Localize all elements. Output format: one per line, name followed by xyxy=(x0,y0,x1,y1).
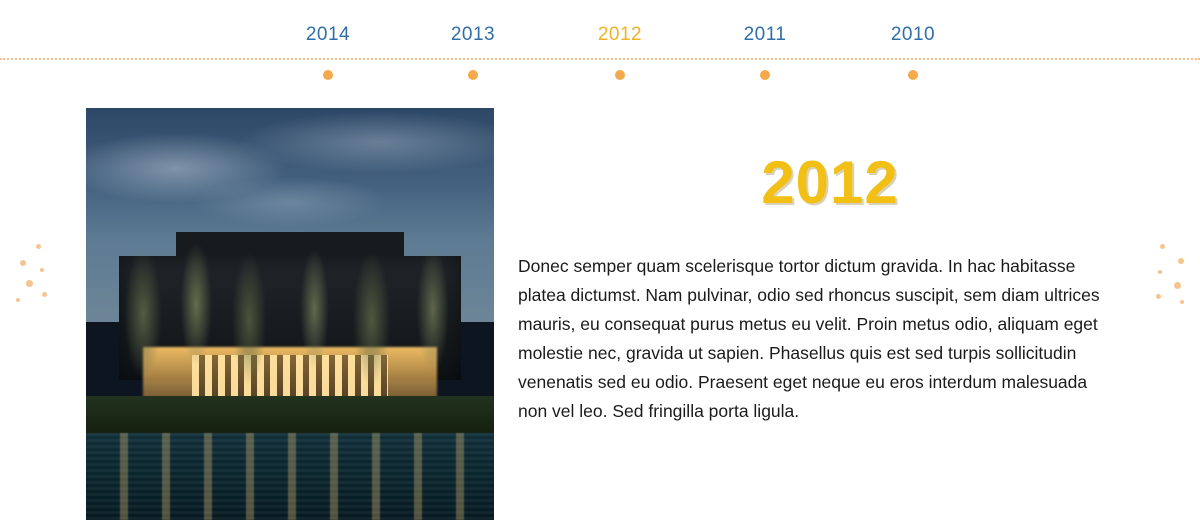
timeline-dot-2012[interactable] xyxy=(615,70,625,80)
timeline-dot-2010[interactable] xyxy=(908,70,918,80)
resort-photo xyxy=(86,108,494,520)
timeline-dotted-rule xyxy=(0,58,1200,60)
timeline-year-labels[interactable] xyxy=(0,24,1200,52)
slide-body-text: Donec semper quam scelerisque tortor dictum gravida. In hac habitasse platea dictumst. Nam pulvinar, odio sed rhoncus suscipit, sem diam ultrices mauris, eu consequat purus metus eu velit. Proin metus odio, aliquam eget molestie nec, gravida ut sapien. Phasellus quis est sed turpis sollicitudin venenatis sed eu odio. Praesent eget neque eu eros interdum malesuada non vel leo. Sed fringilla porta ligula. xyxy=(518,256,1100,421)
timeline-dot-2013[interactable] xyxy=(468,70,478,80)
timeline-year-2014[interactable]: 2014 xyxy=(305,24,351,45)
timeline-year-2012[interactable]: 2012 xyxy=(597,24,643,45)
timeline-dot-2014[interactable] xyxy=(323,70,333,80)
photo-hedge xyxy=(86,396,494,433)
slide-year-heading: 2012 xyxy=(761,149,899,216)
slide-content xyxy=(0,90,1200,520)
timeline-dot-2011[interactable] xyxy=(760,70,770,80)
timeline-navigation[interactable] xyxy=(0,0,1200,90)
timeline-year-2011[interactable]: 2011 xyxy=(743,24,787,45)
timeline-year-2013[interactable]: 2013 xyxy=(450,24,496,45)
timeline-year-2010[interactable]: 2010 xyxy=(890,24,936,45)
photo-pool-reflections xyxy=(86,433,494,520)
